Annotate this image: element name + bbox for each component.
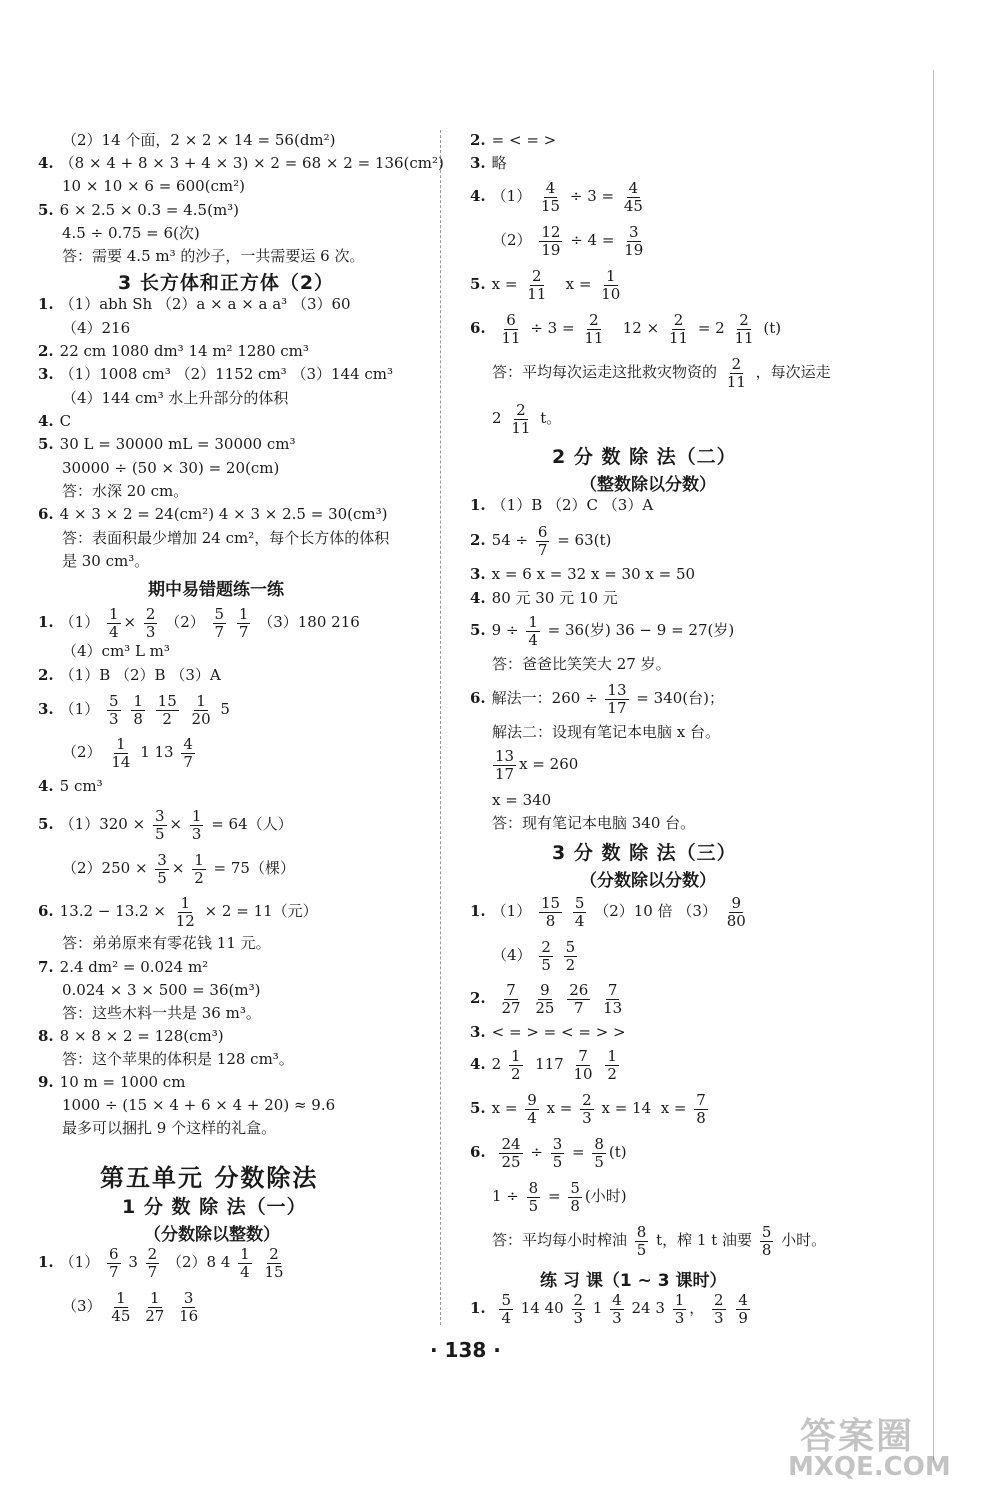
fraction: $\frac{9}{80}$ bbox=[726, 893, 746, 930]
text-line: （4）216 bbox=[62, 319, 131, 337]
answer-8: 8. 8 × 8 × 2 = 128(cm³) bbox=[38, 1027, 224, 1045]
fraction: $\frac{6}{11}$ bbox=[501, 310, 521, 347]
fraction: $\frac{1}{12}$ bbox=[175, 893, 195, 930]
answer-1: 1. （1）B （2）C （3）A bbox=[470, 496, 654, 514]
watermark-url: MXQE.COM bbox=[788, 1452, 951, 1482]
answer-statement: 答：这个苹果的体积是 128 cm³。 bbox=[62, 1050, 294, 1068]
text-line: 2 $\frac{2}{11}$ t。 bbox=[492, 400, 562, 437]
answer-3: 3. （1） $\frac{5}{3}$ $\frac{1}{8}$ $\frac{15}{2}$ $\frac{1}{20}$ 5 bbox=[38, 691, 230, 728]
fraction: $\frac{4}{15}$ bbox=[541, 178, 561, 215]
answer-4: 4. 80 元 30 元 10 元 bbox=[470, 589, 618, 607]
fraction: $\frac{1}{4}$ bbox=[240, 1244, 250, 1281]
fraction: $\frac{8}{5}$ bbox=[528, 1178, 539, 1215]
fraction: $\frac{2}{11}$ bbox=[668, 310, 689, 347]
answer-5: 5. （1）320 × $\frac{3}{5}$ × $\frac{1}{3}$ = 64（人） bbox=[38, 806, 293, 843]
answer-statement: 答：水深 20 cm。 bbox=[62, 482, 189, 500]
fraction: $\frac{2}{3}$ bbox=[145, 604, 156, 641]
answer-2: 2. = < = > bbox=[470, 131, 557, 149]
unit-heading: 第五单元 分数除法 bbox=[100, 1164, 319, 1192]
fraction: $\frac{1}{2}$ bbox=[607, 1046, 617, 1083]
answer-1: 1. （1） $\frac{1}{4}$ × $\frac{2}{3}$ （2） $\frac{5}{7}$ $\frac{1}{7}$ （3）180 216 bbox=[38, 604, 360, 641]
answer-4: 4. 5 cm³ bbox=[38, 777, 103, 795]
answer-6: 6. $\frac{24}{25}$ ÷ $\frac{3}{5}$ = $\frac{8}{5}$ (t) bbox=[470, 1134, 627, 1171]
fraction: $\frac{13}{17}$ bbox=[495, 746, 515, 783]
text-line: （4）cm³ L m³ bbox=[62, 642, 170, 660]
answer-4: 4. C bbox=[38, 412, 72, 430]
fraction: $\frac{12}{19}$ bbox=[541, 222, 561, 259]
answer-5: 5. 30 L = 30000 mL = 30000 cm³ bbox=[38, 435, 296, 453]
answer-statement: 答：表面积最少增加 24 cm²，每个长方体的体积 bbox=[62, 529, 390, 547]
text-line: 0.024 × 3 × 500 = 36(m³) bbox=[62, 981, 261, 999]
answer-7: 7. 2.4 dm² = 0.024 m² bbox=[38, 958, 209, 976]
answer-4: 4. 2 $\frac{1}{2}$ 117 $\frac{7}{10}$ $\frac{1}{2}$ bbox=[470, 1046, 617, 1083]
fraction: $\frac{5}{8}$ bbox=[570, 1178, 580, 1215]
answer-2: 2. $\frac{7}{27}$ $\frac{9}{25}$ $\frac{26}{7}$ $\frac{7}{13}$ bbox=[470, 980, 623, 1017]
text-line: （2）250 × $\frac{3}{5}$ × $\frac{1}{2}$ = 75（棵） bbox=[62, 850, 295, 887]
text-line: 是 30 cm³。 bbox=[62, 552, 150, 570]
fraction: $\frac{3}{5}$ bbox=[552, 1134, 563, 1171]
fraction: $\frac{1}{20}$ bbox=[191, 691, 211, 728]
fraction: $\frac{26}{7}$ bbox=[569, 980, 589, 1017]
answer-6: 6. 13.2 − 13.2 × $\frac{1}{12}$ × 2 = 11（元） bbox=[38, 893, 318, 930]
answer-1: 1. （1）abh Sh （2）a × a × a a³ （3）60 bbox=[38, 295, 351, 313]
fraction: $\frac{1}{3}$ bbox=[674, 1290, 685, 1327]
answer-3: 3. < = > = < = > > bbox=[470, 1023, 626, 1041]
section-heading: 2 分 数 除 法（二） bbox=[552, 446, 737, 468]
answer-6: 6. 4 × 3 × 2 = 24(cm²) 4 × 3 × 2.5 = 30(cm³) bbox=[38, 505, 388, 523]
equation-line: 1 ÷ $\frac{8}{5}$ = $\frac{5}{8}$ (小时) bbox=[492, 1178, 627, 1215]
answer-2: 2. 54 ÷ $\frac{6}{7}$ = 63(t) bbox=[470, 522, 612, 559]
equation-line: $\frac{13}{17}$ x = 260 bbox=[495, 746, 579, 783]
text-line: （3） $\frac{1}{45}$ $\frac{1}{27}$ $\frac{3}{16}$ bbox=[62, 1288, 199, 1325]
fraction: $\frac{3}{5}$ bbox=[157, 850, 167, 887]
fraction: $\frac{1}{4}$ bbox=[528, 612, 538, 649]
watermark-text: 答案圈 bbox=[800, 1416, 915, 1457]
fraction: $\frac{7}{10}$ bbox=[573, 1046, 593, 1083]
section-heading: 练 习 课（1 ~ 3 课时） bbox=[540, 1271, 727, 1291]
fraction: $\frac{15}{2}$ bbox=[157, 691, 177, 728]
fraction: $\frac{1}{7}$ bbox=[238, 604, 249, 641]
fraction: $\frac{5}{8}$ bbox=[761, 1222, 772, 1259]
fraction: $\frac{9}{4}$ bbox=[527, 1090, 537, 1127]
fraction: $\frac{2}{3}$ bbox=[573, 1290, 584, 1327]
fraction: $\frac{1}{8}$ bbox=[133, 691, 143, 728]
answer-4: 4. （8 × 4 + 8 × 3 + 4 × 3) × 2 = 68 × 2 = 136(cm²) bbox=[38, 154, 444, 172]
answer-9: 9. 10 m = 1000 cm bbox=[38, 1073, 186, 1091]
fraction: $\frac{6}{7}$ bbox=[537, 522, 548, 559]
answer-2: 2. （1）B （2）B （3）A bbox=[38, 666, 221, 684]
fraction: $\frac{15}{8}$ bbox=[541, 893, 561, 930]
answer-3: 3. （1）1008 cm³ （2）1152 cm³ （3）144 cm³ bbox=[38, 365, 394, 383]
answer-6: 6. $\frac{6}{11}$ ÷ 3 = $\frac{2}{11}$ 12 × $\frac{2}{11}$ = 2 $\frac{2}{11}$ (t) bbox=[470, 310, 782, 347]
fraction: $\frac{1}{2}$ bbox=[194, 850, 204, 887]
text-line: 10 × 10 × 6 = 600(cm²) bbox=[62, 177, 246, 195]
fraction: $\frac{2}{11}$ bbox=[734, 310, 754, 347]
text-line: 解法二：设现有笔记本电脑 x 台。 bbox=[492, 723, 720, 741]
fraction: $\frac{5}{4}$ bbox=[501, 1290, 511, 1327]
fraction: $\frac{2}{3}$ bbox=[582, 1090, 592, 1127]
fraction: $\frac{2}{11}$ bbox=[584, 310, 604, 347]
text-line: （2） $\frac{12}{19}$ ÷ 4 = $\frac{3}{19}$ bbox=[492, 222, 644, 259]
answer-statement: 答：平均每次运走这批救灾物资的 $\frac{2}{11}$ ，每次运走 bbox=[492, 354, 831, 391]
fraction: $\frac{7}{27}$ bbox=[501, 980, 521, 1017]
text-line: 最多可以捆扎 9 个这样的礼盒。 bbox=[62, 1119, 277, 1137]
fraction: $\frac{5}{2}$ bbox=[565, 937, 576, 974]
fraction: $\frac{13}{17}$ bbox=[607, 680, 627, 717]
answer-3: 3. 略 bbox=[470, 154, 507, 172]
text-line: （2）14 个面，2 × 2 × 14 = 56(dm²) bbox=[62, 131, 336, 149]
text-line: 30000 ÷ (50 × 30) = 20(cm) bbox=[62, 459, 280, 477]
section-subheading: （整数除以分数） bbox=[580, 475, 716, 495]
fraction: $\frac{1}{2}$ bbox=[511, 1046, 521, 1083]
answer-2: 2. 22 cm 1080 dm³ 14 m² 1280 cm³ bbox=[38, 342, 309, 360]
fraction: $\frac{2}{11}$ bbox=[511, 400, 531, 437]
text-line: （4） $\frac{2}{5}$ $\frac{5}{2}$ bbox=[492, 937, 576, 974]
fraction: $\frac{1}{27}$ bbox=[145, 1288, 165, 1325]
answer-6: 6. 解法一：260 ÷ $\frac{13}{17}$ = 340(台)； bbox=[470, 680, 724, 717]
fraction: $\frac{2}{11}$ bbox=[726, 354, 746, 391]
fraction: $\frac{1}{10}$ bbox=[601, 266, 621, 303]
fraction: $\frac{4}{7}$ bbox=[183, 734, 193, 771]
text-line: 4.5 ÷ 0.75 = 6(次) bbox=[62, 224, 200, 242]
answer-statement: 答：现有笔记本电脑 340 台。 bbox=[492, 814, 696, 832]
fraction: $\frac{5}{7}$ bbox=[214, 604, 225, 641]
section-subheading: （分数除以整数） bbox=[144, 1225, 280, 1245]
fraction: $\frac{1}{4}$ bbox=[109, 604, 119, 641]
watermark-logo bbox=[780, 1408, 990, 1488]
fraction: $\frac{8}{5}$ bbox=[636, 1222, 647, 1259]
answer-4: 4. （1） $\frac{4}{15}$ ÷ 3 = $\frac{4}{45}$ bbox=[470, 178, 643, 215]
fraction: $\frac{1}{14}$ bbox=[111, 734, 131, 771]
text-line: （4）144 cm³ 水上升部分的体积 bbox=[62, 389, 289, 407]
answer-statement: 答：弟弟原来有零花钱 11 元。 bbox=[62, 934, 271, 952]
fraction: $\frac{8}{5}$ bbox=[594, 1134, 604, 1171]
section-heading: 3 长方体和正方体（2） bbox=[118, 272, 335, 294]
fraction: $\frac{4}{45}$ bbox=[623, 178, 643, 215]
equation-line: x = 340 bbox=[492, 791, 552, 809]
section-heading: 3 分 数 除 法（三） bbox=[552, 842, 737, 864]
fraction: $\frac{1}{45}$ bbox=[111, 1288, 131, 1325]
answer-5: 5. 6 × 2.5 × 0.3 = 4.5(m³) bbox=[38, 201, 240, 219]
column-divider bbox=[440, 130, 441, 1325]
fraction: $\frac{6}{7}$ bbox=[109, 1244, 119, 1281]
fraction: $\frac{2}{15}$ bbox=[264, 1244, 284, 1281]
fraction: $\frac{3}{16}$ bbox=[179, 1288, 199, 1325]
fraction: $\frac{2}{3}$ bbox=[714, 1290, 724, 1327]
fraction: $\frac{5}{3}$ bbox=[109, 691, 119, 728]
fraction: $\frac{2}{7}$ bbox=[147, 1244, 158, 1281]
fraction: $\frac{5}{4}$ bbox=[574, 893, 585, 930]
fraction: $\frac{4}{3}$ bbox=[612, 1290, 622, 1327]
fraction: $\frac{7}{8}$ bbox=[696, 1090, 706, 1127]
fraction: $\frac{1}{3}$ bbox=[191, 806, 202, 843]
fraction: $\frac{3}{5}$ bbox=[154, 806, 165, 843]
fraction: $\frac{2}{11}$ bbox=[527, 266, 547, 303]
answer-1: 1. （1） $\frac{6}{7}$ 3 $\frac{2}{7}$ （2）8 4 $\frac{1}{4}$ $\frac{2}{15}$ bbox=[38, 1244, 284, 1281]
fraction: $\frac{3}{19}$ bbox=[624, 222, 644, 259]
fraction: $\frac{9}{25}$ bbox=[535, 980, 555, 1017]
text-line: （2） $\frac{1}{14}$ 1 13 $\frac{4}{7}$ bbox=[62, 734, 193, 771]
fraction: $\frac{2}{5}$ bbox=[541, 937, 551, 974]
section-heading: 1 分 数 除 法（一） bbox=[122, 1196, 307, 1218]
fraction: $\frac{7}{13}$ bbox=[603, 980, 623, 1017]
section-heading: 期中易错题练一练 bbox=[148, 580, 284, 600]
answer-3: 3. x = 6 x = 32 x = 30 x = 50 bbox=[470, 565, 696, 583]
answer-1: 1. $\frac{5}{4}$ 14 40 $\frac{2}{3}$ 1 $\frac{4}{3}$ 24 3 $\frac{1}{3}$ ， $\frac{2}{3}$ $\frac{4}{9}$ bbox=[470, 1290, 748, 1327]
page-edge-line bbox=[933, 70, 934, 1460]
answer-1: 1. （1） $\frac{15}{8}$ $\frac{5}{4}$ （2）10 倍 （3） $\frac{9}{80}$ bbox=[470, 893, 746, 930]
text-line: 1000 ÷ (15 × 4 + 6 × 4 + 20) ≈ 9.6 bbox=[62, 1096, 336, 1114]
answer-5: 5. x = $\frac{9}{4}$ x = $\frac{2}{3}$ x = 14 x = $\frac{7}{8}$ bbox=[470, 1090, 706, 1127]
answer-5: 5. 9 ÷ $\frac{1}{4}$ = 36(岁) 36 − 9 = 27(岁) bbox=[470, 612, 735, 649]
answer-5: 5. x = $\frac{2}{11}$ x = $\frac{1}{10}$ bbox=[470, 266, 621, 303]
answer-statement: 答：爸爸比笑笑大 27 岁。 bbox=[492, 655, 671, 673]
answer-statement: 答：需要 4.5 m³ 的沙子，一共需要运 6 次。 bbox=[62, 247, 365, 265]
fraction: $\frac{4}{9}$ bbox=[738, 1290, 748, 1327]
section-subheading: （分数除以分数） bbox=[580, 871, 716, 891]
answer-statement: 答：这些木料一共是 36 m³。 bbox=[62, 1004, 261, 1022]
answer-statement: 答：平均每小时榨油 $\frac{8}{5}$ t，榨 1 t 油要 $\frac{5}{8}$ 小时。 bbox=[492, 1222, 827, 1259]
fraction: $\frac{24}{25}$ bbox=[501, 1134, 521, 1171]
page-number: · 138 · bbox=[430, 1338, 501, 1362]
